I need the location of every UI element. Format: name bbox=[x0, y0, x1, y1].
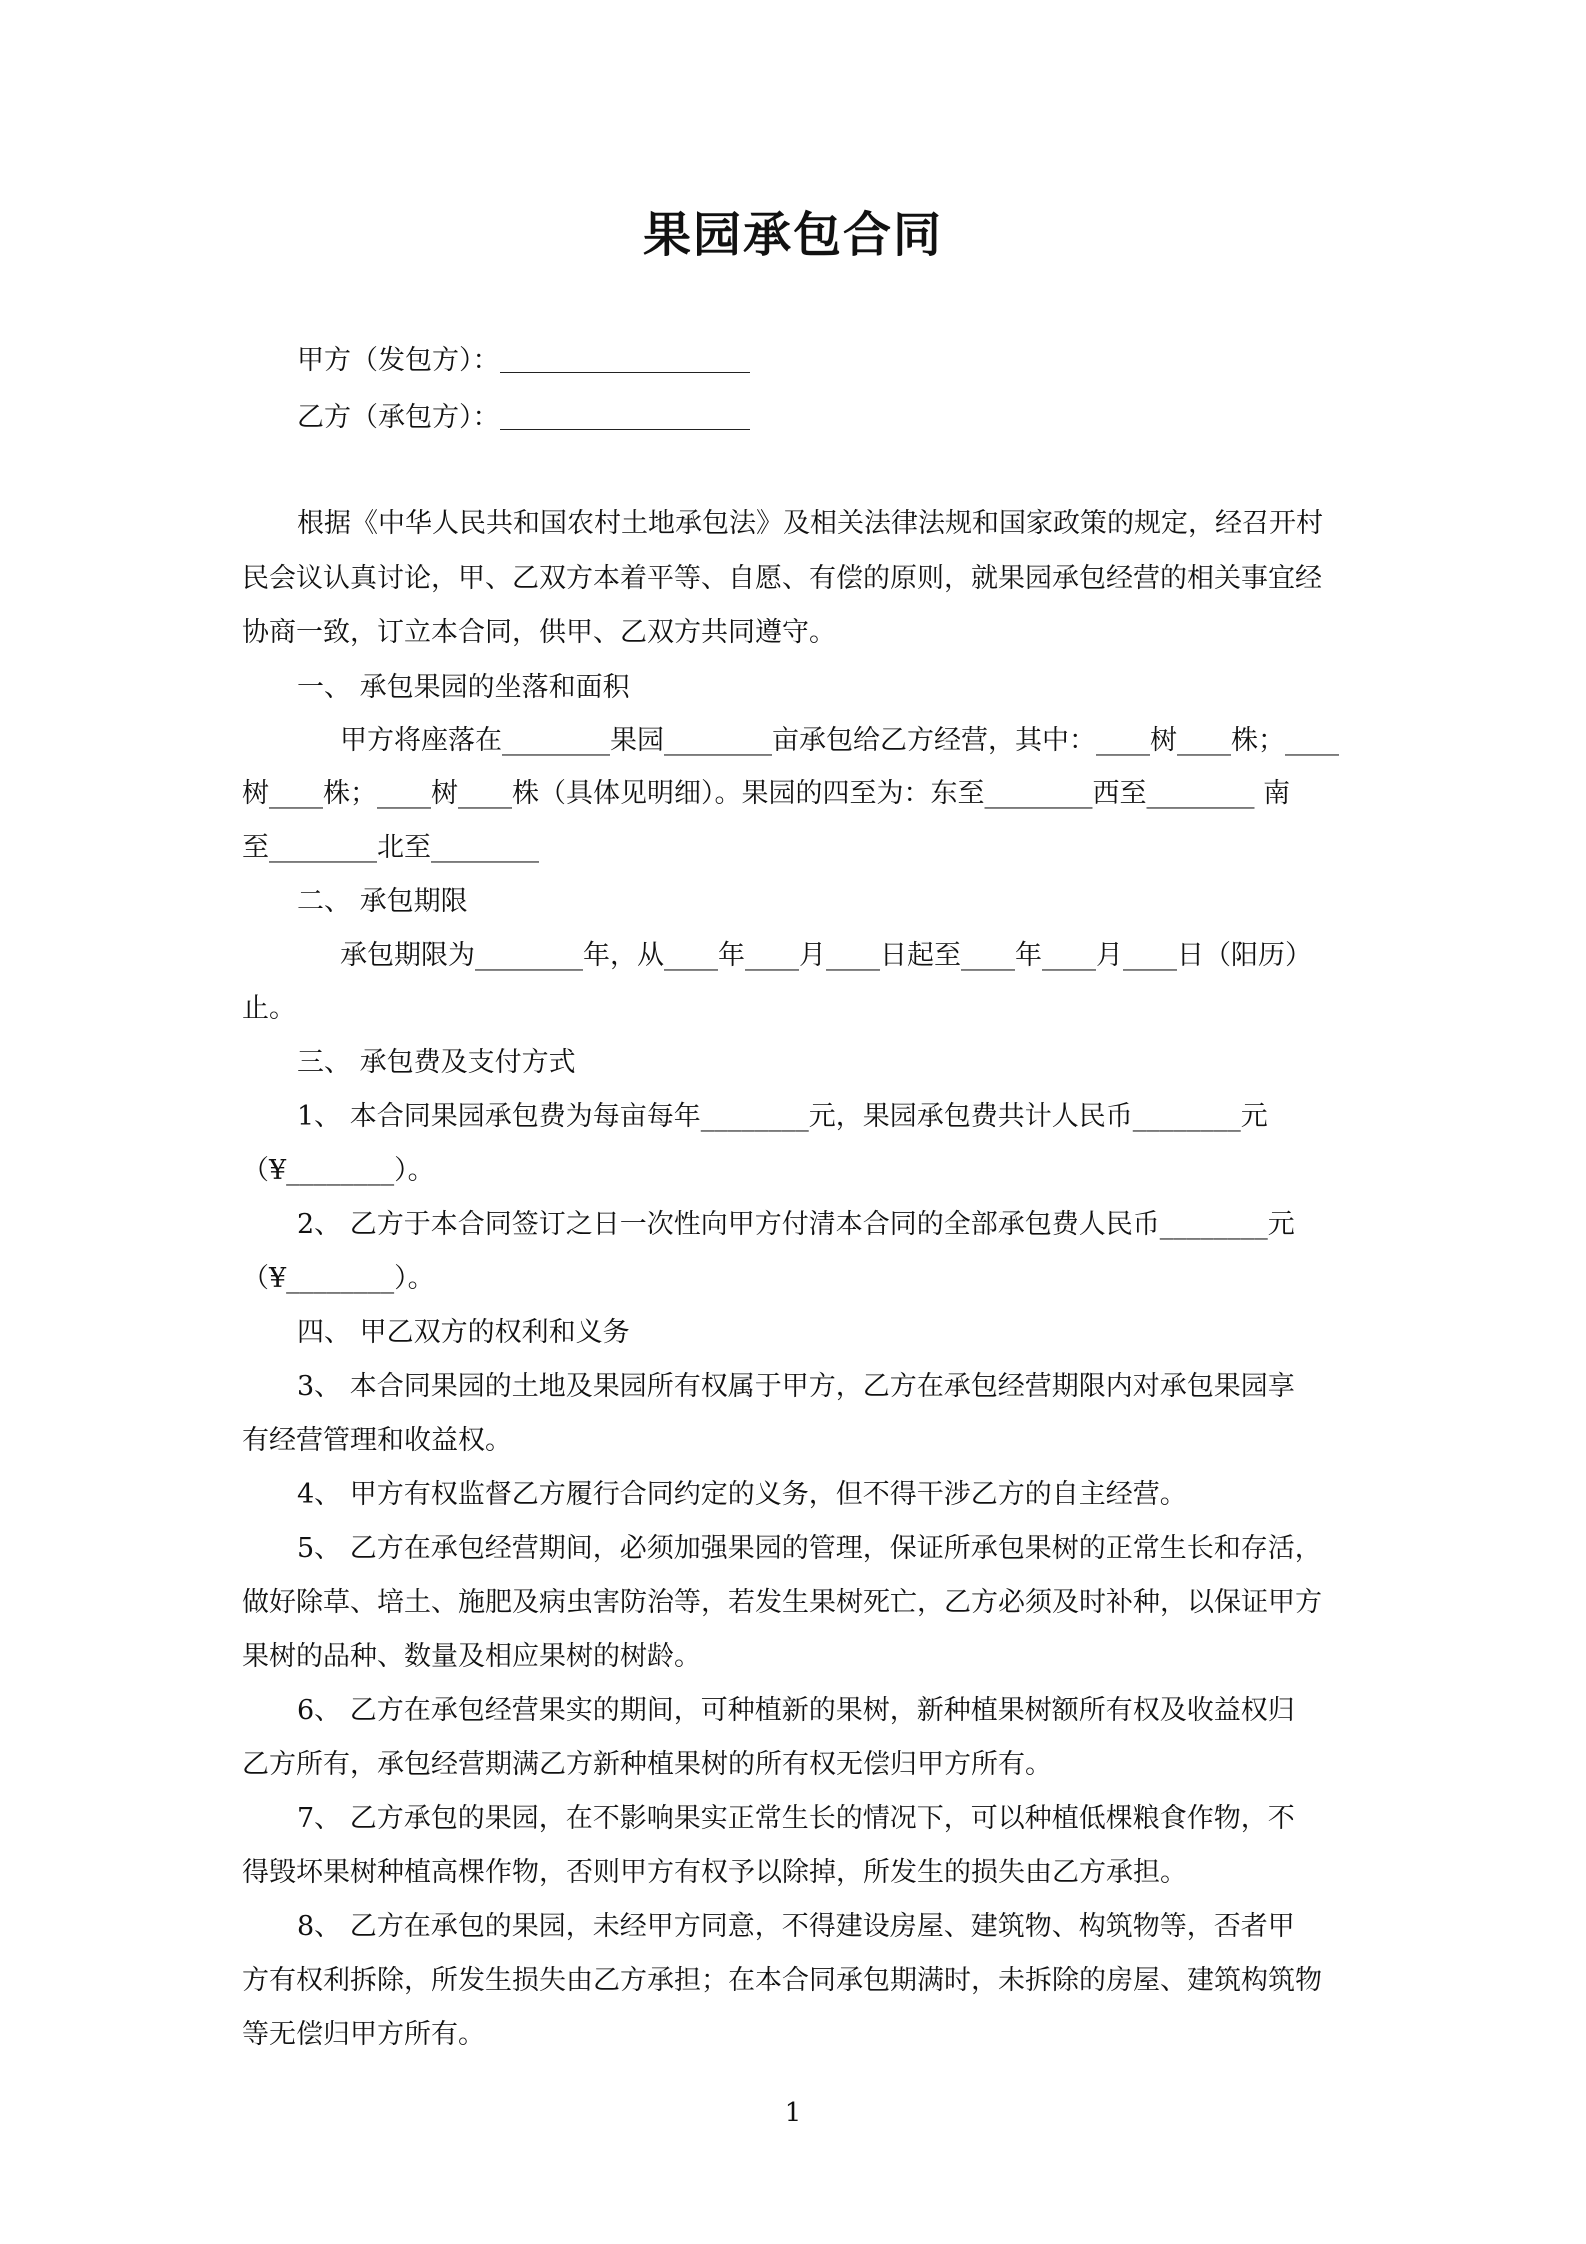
party-b-blank[interactable] bbox=[500, 403, 750, 430]
section1-line: 甲方将座落在________果园________亩承包给乙方经营，其中：____树____株；____ bbox=[340, 725, 1339, 756]
clause-line: 果树的品种、数量及相应果树的树龄。 bbox=[242, 1641, 701, 1672]
clause-line: 方有权利拆除，所发生损失由乙方承担；在本合同承包期满时，未拆除的房屋、建筑构筑物 bbox=[242, 1965, 1322, 1996]
section1-line: 至________北至________ bbox=[242, 832, 539, 863]
section-heading-3: 三、 承包费及支付方式 bbox=[297, 1047, 576, 1078]
clause-line: 7、 乙方承包的果园，在不影响果实正常生长的情况下，可以种植低棵粮食作物，不 bbox=[297, 1803, 1295, 1834]
section2-line: 承包期限为________年，从____年____月____日起至____年____月____日（阳历） bbox=[340, 940, 1312, 971]
section1-line: 树____株；____树____株（具体见明细）。果园的四至为：东至________西至________ 南 bbox=[242, 778, 1291, 809]
clause-line: 得毁坏果树种植高棵作物，否则甲方有权予以除掉，所发生的损失由乙方承担。 bbox=[242, 1857, 1187, 1888]
clause-line: 乙方所有，承包经营期满乙方新种植果树的所有权无偿归甲方所有。 bbox=[242, 1749, 1052, 1780]
clause-line: 做好除草、培土、施肥及病虫害防治等，若发生果树死亡，乙方必须及时补种，以保证甲方 bbox=[242, 1587, 1322, 1618]
section-heading-2: 二、 承包期限 bbox=[297, 886, 468, 917]
intro-line: 协商一致，订立本合同，供甲、乙双方共同遵守。 bbox=[242, 617, 836, 648]
section3-line: 1、 本合同果园承包费为每亩每年________元，果园承包费共计人民币________元 bbox=[297, 1101, 1268, 1132]
clause-line: 4、 甲方有权监督乙方履行合同约定的义务，但不得干涉乙方的自主经营。 bbox=[297, 1479, 1187, 1510]
section-heading-1: 一、 承包果园的坐落和面积 bbox=[297, 672, 630, 703]
intro-line: 根据《中华人民共和国农村土地承包法》及相关法律法规和国家政策的规定，经召开村 bbox=[297, 508, 1323, 539]
clause-line: 有经营管理和收益权。 bbox=[242, 1425, 512, 1456]
party-b-label: 乙方（承包方）： bbox=[297, 402, 500, 433]
party-b-line bbox=[297, 400, 750, 436]
document-title: 果园承包合同 bbox=[642, 207, 943, 263]
clause-line: 3、 本合同果园的土地及果园所有权属于甲方，乙方在承包经营期限内对承包果园享 bbox=[297, 1371, 1295, 1402]
section2-line: 止。 bbox=[242, 993, 296, 1024]
party-a-label: 甲方（发包方）： bbox=[297, 345, 500, 376]
party-a-blank[interactable] bbox=[500, 346, 750, 373]
party-a-line bbox=[297, 343, 750, 379]
clause-line: 5、 乙方在承包经营期间，必须加强果园的管理，保证所承包果树的正常生长和存活， bbox=[297, 1533, 1322, 1564]
clause-line: 8、 乙方在承包的果园，未经甲方同意，不得建设房屋、建筑物、构筑物等，否者甲 bbox=[297, 1911, 1295, 1942]
section3-line: （¥________）。 bbox=[242, 1155, 435, 1186]
section3-line: （¥________）。 bbox=[242, 1263, 435, 1294]
section-heading-4: 四、 甲乙双方的权利和义务 bbox=[297, 1317, 630, 1348]
section3-line: 2、 乙方于本合同签订之日一次性向甲方付清本合同的全部承包费人民币________元 bbox=[297, 1209, 1295, 1240]
clause-line: 等无偿归甲方所有。 bbox=[242, 2019, 485, 2050]
clause-line: 6、 乙方在承包经营果实的期间，可种植新的果树，新种植果树额所有权及收益权归 bbox=[297, 1695, 1295, 1726]
intro-line: 民会议认真讨论，甲、乙双方本着平等、自愿、有偿的原则，就果园承包经营的相关事宜经 bbox=[242, 563, 1322, 594]
page-number: 1 bbox=[784, 2098, 802, 2128]
